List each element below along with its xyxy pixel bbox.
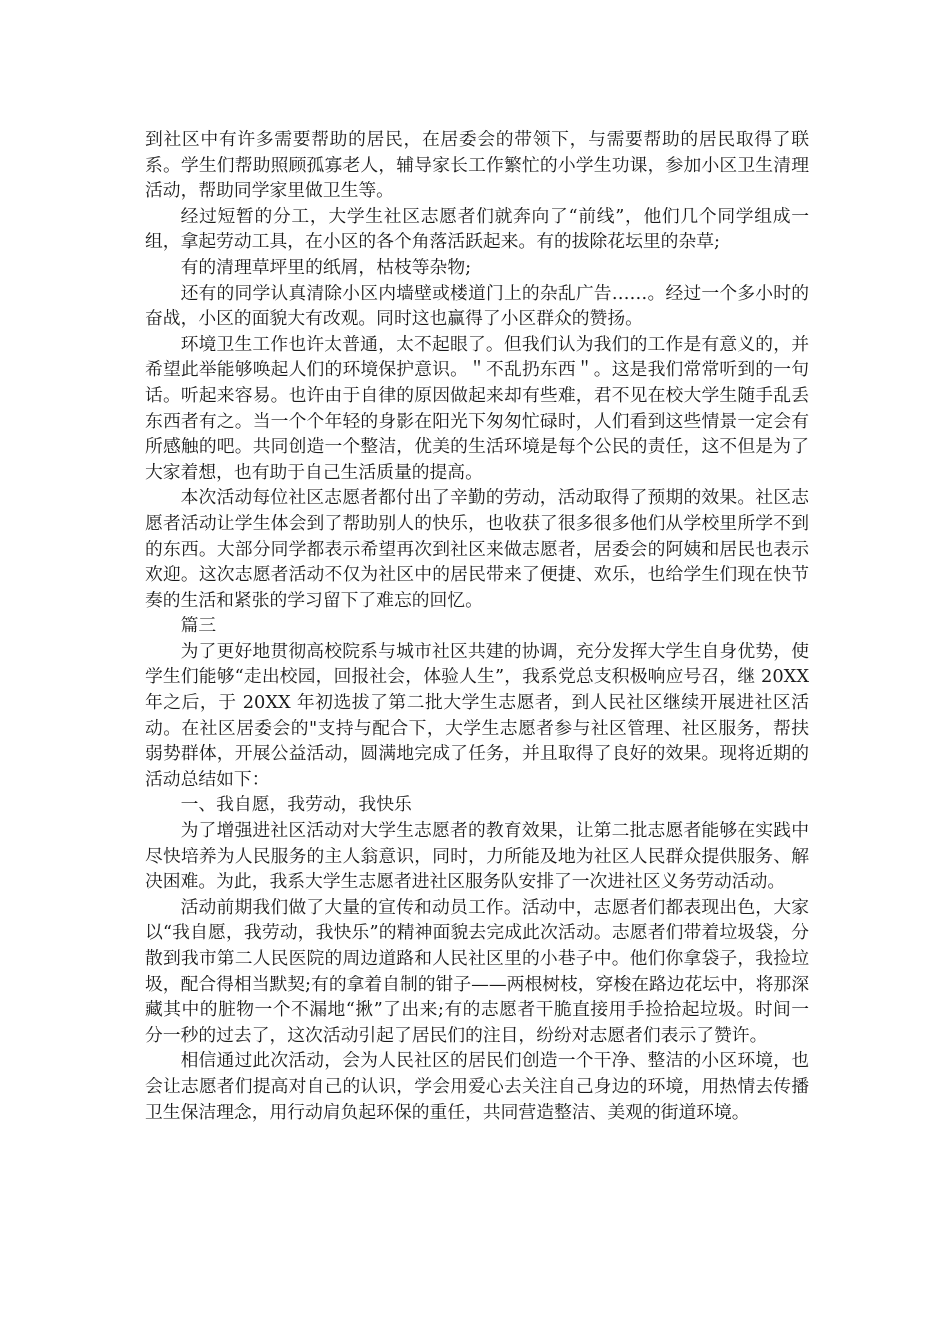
paragraph: 到社区中有许多需要帮助的居民，在居委会的带领下，与需要帮助的居民取得了联系。学生们帮助照顾孤寡老人，辅导家长工作繁忙的小学生功课，参加小区卫生清理活动，帮助同学家里做卫生等。 [145,129,809,202]
paragraph: 为了更好地贯彻高校院系与城市社区共建的协调，充分发挥大学生自身优势，使学生们能够“走出校园，回报社会，体验人生”，我系党总支积极响应号召，继 20XX 年之后，于 20XX 年初选拔了第二批大学生志愿者，到人民社区继续开展进社区活动。在社区居委会的"支持与配合下，大学生志愿者参与社区管理、社区服务，帮扶弱势群体，开展公益活动，圆满地完成了任务，并且取得了良好的效果。现将近期的活动总结如下： [145,640,809,790]
paragraph: 活动前期我们做了大量的宣传和动员工作。活动中，志愿者们都表现出色，大家以“我自愿，我劳动，我快乐”的精神面貌去完成此次活动。志愿者们带着垃圾袋，分散到我市第二人民医院的周边道路和人民社区里的小巷子中。他们你拿袋子，我捡垃圾，配合得相当默契;有的拿着自制的钳子——两根树枝，穿梭在路边花坛中，将那深藏其中的脏物一个不漏地“揪”了出来;有的志愿者干脆直接用手捡拾起垃圾。时间一分一秒的过去了，这次活动引起了居民们的注目，纷纷对志愿者们表示了赞许。 [145,896,810,1046]
document-body [145,127,809,1125]
paragraph: 还有的同学认真清除小区内墙壁或楼道门上的杂乱广告……。经过一个多小时的奋战，小区的面貌大有改观。同时这也赢得了小区群众的赞扬。 [145,282,809,330]
paragraph: 有的清理草坪里的纸屑，枯枝等杂物; [180,256,472,278]
paragraph: 环境卫生工作也许太普通，太不起眼了。但我们认为我们的工作是有意义的，并希望此举能够唤起人们的环境保护意识。＂不乱扔东西＂。这是我们常常听到的一句话。听起来容易。也许由于自律的原因做起来却有些难，君不见在校大学生随手乱丢东西者有之。当一个个年轻的身影在阳光下匆匆忙碌时，人们看到这些情景一定会有所感触的吧。共同创造一个整洁，优美的生活环境是每个公民的责任，这不但是为了大家着想，也有助于自己生活质量的提高。 [145,333,809,483]
section-heading: 篇三 [180,615,217,637]
paragraph: 经过短暂的分工，大学生社区志愿者们就奔向了“前线”，他们几个同学组成一组，拿起劳动工具，在小区的各个角落活跃起来。有的拔除花坛里的杂草; [145,205,809,253]
subsection-heading: 一、我自愿，我劳动，我快乐 [180,794,412,816]
paragraph: 本次活动每位社区志愿者都付出了辛勤的劳动，活动取得了预期的效果。社区志愿者活动让学生体会到了帮助别人的快乐，也收获了很多很多他们从学校里所学不到的东西。大部分同学都表示希望再次到社区来做志愿者，居委会的阿姨和居民也表示欢迎。这次志愿者活动不仅为社区中的居民带来了便捷、欢乐，也给学生们现在快节奏的生活和紧张的学习留下了难忘的回忆。 [145,487,809,611]
paragraph: 相信通过此次活动，会为人民社区的居民们创造一个干净、整洁的小区环境，也会让志愿者们提高对自己的认识，学会用爱心去关注自己身边的环境，用热情去传播卫生保洁理念，用行动肩负起环保的重任，共同营造整洁、美观的街道环境。 [145,1050,809,1123]
paragraph: 为了增强进社区活动对大学生志愿者的教育效果，让第二批志愿者能够在实践中尽快培养为人民服务的主人翁意识，同时，力所能及地为社区人民群众提供服务、解决困难。为此，我系大学生志愿者进社区服务队安排了一次进社区义务劳动活动。 [145,820,809,893]
